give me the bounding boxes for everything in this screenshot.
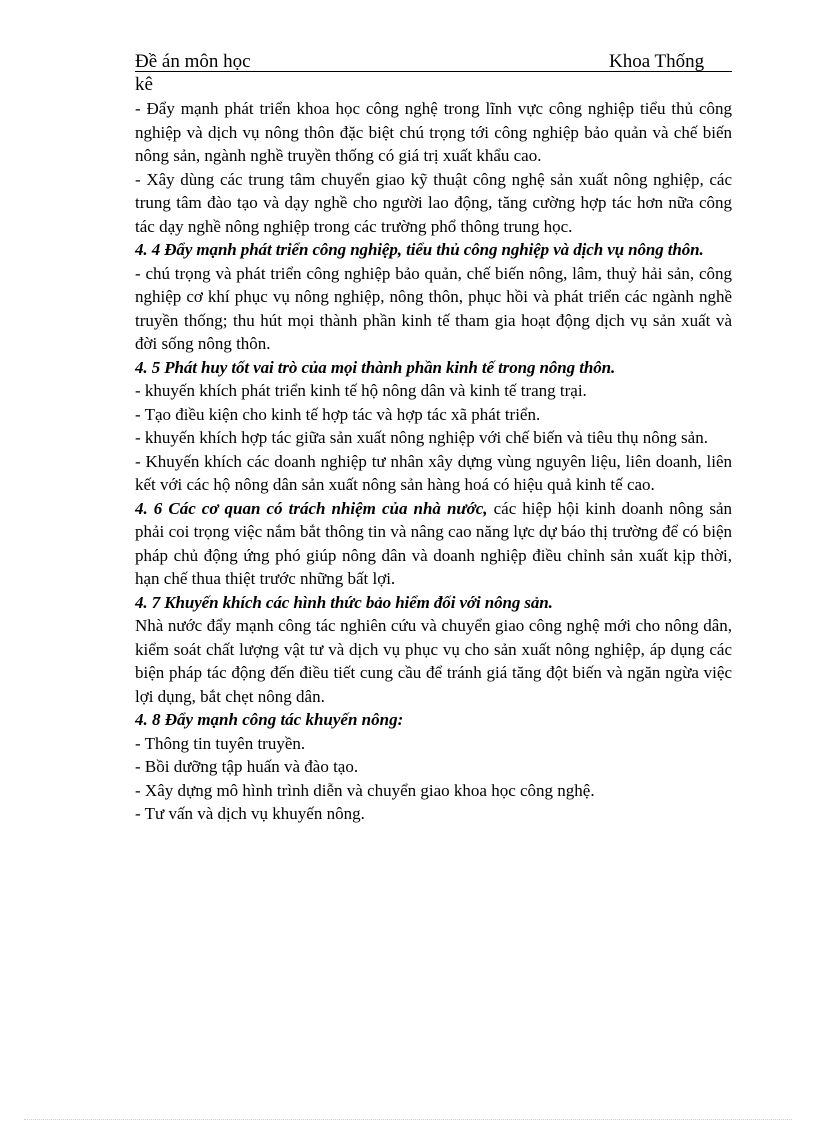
- section-heading-4-4: 4. 4 Đẩy mạnh phát triển công nghiệp, tiểu thủ công nghiệp và dịch vụ nông thôn.: [135, 240, 704, 259]
- paragraph-4-6: [135, 497, 732, 591]
- paragraph: - chú trọng và phát triển công nghiệp bảo quản, chế biến nông, lâm, thuỷ hải sản, công nghiệp cơ khí phục vụ nông nghiệp, nông thôn, phục hồi và phát triển các ngành nghề truyền thống; thu hút mọi thành phần kinh tế tham gia hoạt động dịch vụ sản xuất và đời sống nông thôn.: [135, 263, 732, 353]
- header-course-title: Đề án môn học: [135, 51, 251, 72]
- list-item: - Tạo điều kiện cho kinh tế hợp tác và hợp tác xã phát triển.: [135, 404, 541, 424]
- paragraph-4-6-text: các hiệp hội kinh doanh nông sản phải coi trọng việc nắm bắt thông tin và nâng cao năng lực dự báo thị trường để có biện pháp chủ động ứng phó giúp nông dân và doanh nghiệp điều chỉnh sản xuất kịp thời, hạn chế thua thiệt trước những bất lợi.: [135, 498, 733, 588]
- list-item: - Thông tin tuyên truyền.: [135, 733, 306, 753]
- section-heading-4-5: 4. 5 Phát huy tốt vai trò của mọi thành phần kinh tế trong nông thôn.: [135, 357, 616, 377]
- paragraph: - Xây dùng các trung tâm chuyển giao kỹ thuật công nghệ sản xuất nông nghiệp, các trung tâm đào tạo và dạy nghề cho người lao động, tăng cường hợp tác hơn nữa công tác dạy nghề nông nghiệp trong các trường phổ thông trung học.: [135, 169, 732, 236]
- section-heading-4-7: 4. 7 Khuyến khích các hình thức bảo hiểm đối với nông sản.: [135, 592, 553, 612]
- paragraph: - Đẩy mạnh phát triển khoa học công nghệ trong lĩnh vực công nghiệp tiểu thủ công nghiệp và dịch vụ nông thôn đặc biệt chú trọng tới công nghiệp bảo quản và chế biến nông sản, ngành nghề truyền thống có giá trị xuất khẩu cao.: [135, 99, 732, 165]
- list-item: - khuyến khích hợp tác giữa sản xuất nông nghiệp với chế biến và tiêu thụ nông sản.: [135, 428, 708, 447]
- header-faculty-tail: kê: [135, 74, 153, 95]
- paragraph: Nhà nước đẩy mạnh công tác nghiên cứu và chuyển giao công nghệ mới cho nông dân, kiểm soát chất lượng vật tư và dịch vụ phục vụ cho sản xuất nông nghiệp, áp dụng các biện pháp tác động đến điều tiết cung cầu để tránh giá tăng đột biến và ngăn ngừa việc lợi dụng, bắt chẹt nông dân.: [135, 616, 732, 706]
- page-header: [135, 50, 732, 72]
- document-body: [135, 97, 732, 826]
- list-item: - Khuyến khích các doanh nghiệp tư nhân xây dựng vùng nguyên liệu, liên doanh, liên kết với các hộ nông dân sản xuất nông sản hàng hoá có hiệu quả kinh tế cao.: [135, 451, 732, 494]
- list-item: - khuyến khích phát triển kinh tế hộ nông dân và kinh tế trang trại.: [135, 381, 587, 400]
- list-item: - Bồi dưỡng tập huấn và đào tạo.: [135, 757, 359, 776]
- list-item: - Tư vấn và dịch vụ khuyến nông.: [135, 804, 365, 823]
- section-heading-4-6: 4. 6 Các cơ quan có trách nhiệm của nhà nước,: [135, 498, 488, 518]
- header-faculty: Khoa Thống: [609, 51, 705, 72]
- list-item: - Xây dựng mô hình trình diễn và chuyển giao khoa học công nghệ.: [135, 780, 595, 800]
- page-bottom-divider: [24, 1119, 792, 1120]
- section-heading-4-8: 4. 8 Đẩy mạnh công tác khuyến nông:: [135, 710, 404, 729]
